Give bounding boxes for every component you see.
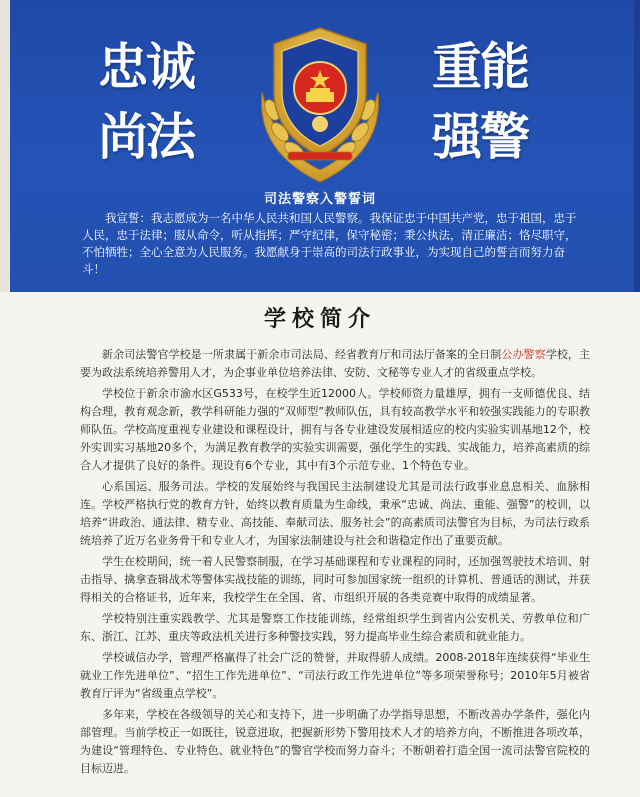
intro-paragraph-6: 学校诚信办学，管理严格赢得了社会广泛的赞誉，并取得骄人成绩。2008-2018年连续获得“毕业生就业工作先进单位”、“招生工作先进单位”、“司法行政工作先进单位”等多项荣誉称号；2010年5月被省教育厅评为“省级重点学校”。 bbox=[80, 651, 590, 700]
motto-right-bottom: 强警 bbox=[432, 107, 528, 166]
p1-highlight: 公办警察 bbox=[501, 348, 546, 361]
motto-right-top: 重能 bbox=[432, 37, 528, 96]
page-edge bbox=[0, 0, 10, 292]
intro-paragraph-2: 学校位于新余市渝水区G533号，在校学生近12000人。学校师资力量雄厚，拥有一支师德优良、结构合理，教育观念新，教学科研能力强的“双师型”教师队伍，具有较高教学水平和较强实践能力的专职教师队伍。学校高度重视专业建设和课程设计，拥有与各专业建设发展相适应的校内实验实训基地12个，校外实训实习基地20多个，为满足教育教学的实验实训需要，强化学生的实践、实战能力，培养高素质的综合人才提供了良好的条件。现设有6个专业，其中有3个示范专业、1个特色专业。 bbox=[80, 387, 590, 472]
intro-paragraph-1 bbox=[80, 346, 590, 382]
p1-before: 新余司法警官学校是一所隶属于新余市司法局、经省教育厅和司法厅备案的全日制 bbox=[102, 348, 502, 361]
motto-left-bottom: 尚法 bbox=[98, 107, 194, 166]
p1-after: 学校，主要为政法系统培养警用人才，为企事业单位培养法律、安防、文秘等专业人才的省级重点学校。 bbox=[80, 348, 591, 379]
motto-left-top: 忠诚 bbox=[98, 37, 194, 96]
intro-paragraph-7: 多年来，学校在各级领导的关心和支持下，进一步明确了办学指导思想，不断改善办学条件，强化内部管理。当前学校正一如既往，锐意进取，把握新形势下警用技术人才的培养方向，不断推进各项改革，为建设“管理特色、专业特色、就业特色”的警官学校而努力奋斗；不断朝着打造全国一流司法警官院校的目标迈进。 bbox=[80, 708, 590, 775]
oath-title: 司法警察入警誓词 bbox=[263, 192, 376, 207]
oath-text: 我宣誓：我志愿成为一名中华人民共和国人民警察。我保证忠于中国共产党，忠于祖国，忠于人民，忠于法律；服从命令，听从指挥；严守纪律，保守秘密；秉公执法，清正廉洁；恪尽职守，不怕牺牲；全心全意为人民服务。我愿献身于崇高的司法行政事业，为实现自己的誓言而努力奋斗！ bbox=[82, 211, 577, 276]
intro-paragraph-4: 学生在校期间，统一着人民警察制服，在学习基础课程和专业课程的同时，还加强驾驶技术培训、射击指导、擒拿查辑战术等警体实战技能的训练，同时可参加国家统一组织的计算机、普通话的测试，并获得相关的合格证书，近年来，我校学生在全国、省、市组织开展的各类竞赛中取得的成绩显著。 bbox=[80, 555, 590, 604]
police-emblem-icon bbox=[248, 22, 392, 188]
intro-body bbox=[80, 346, 590, 781]
intro-paragraph-3: 心系国运、服务司法。学校的发展始终与我国民主法制建设尤其是司法行政事业息息相关、血脉相连。学校严格执行党的教育方针，始终以教育质量为生命线，秉承“忠诚、尚法、重能、强警”的校训，以培养“讲政治、通法律、精专业、高技能、奉献司法、服务社会”的高素质司法警官为目标，为司法行政系统培养了近万名业务骨干和专业人才，为国家法制建设与社会和谐稳定作出了重要贡献。 bbox=[80, 480, 590, 547]
intro-paragraph-5: 学校特别注重实践教学、尤其是警察工作技能训练，经常组织学生到省内公安机关、劳教单位和广东、浙江、江苏、重庆等政法机关进行多种警技实践，努力提高毕业生综合素质和就业能力。 bbox=[80, 612, 590, 643]
intro-title: 学校简介 bbox=[263, 306, 376, 332]
spine-strip bbox=[634, 0, 640, 292]
